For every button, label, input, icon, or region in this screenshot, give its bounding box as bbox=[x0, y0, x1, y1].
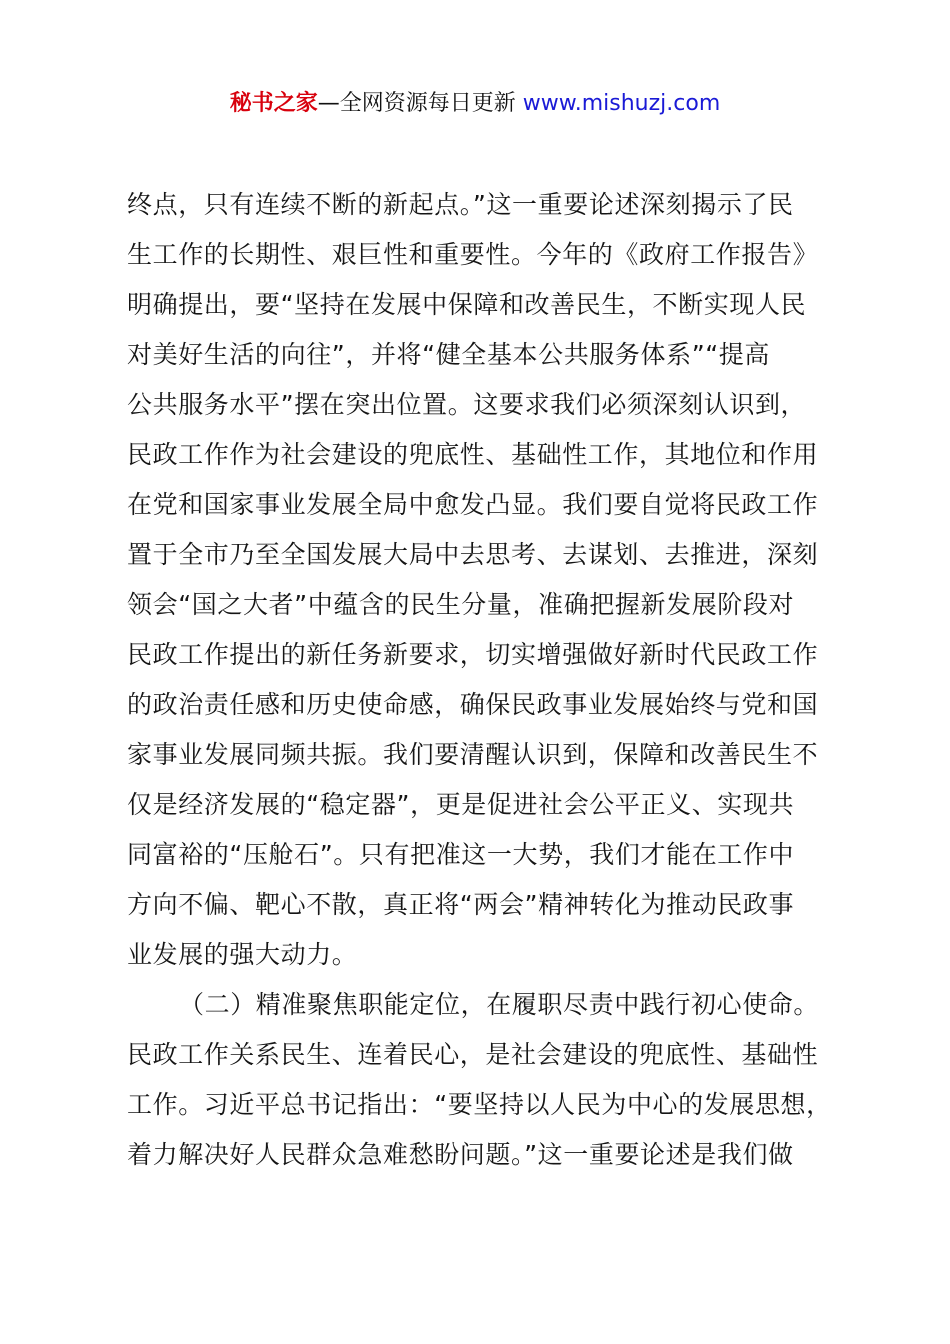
page-header bbox=[0, 88, 950, 120]
text-line: 公共服务水平”摆在突出位置。这要求我们必须深刻认识到， bbox=[127, 390, 807, 419]
text-line: 着力解决好人民群众急难愁盼问题。”这一重要论述是我们做 bbox=[127, 1140, 794, 1169]
site-brand: 秘书之家 bbox=[229, 91, 318, 116]
text-line: 民政工作作为社会建设的兜底性、基础性工作，其地位和作用 bbox=[127, 440, 819, 469]
section-heading: （二）精准聚焦职能定位，在履职尽责中践行初心使命。 bbox=[179, 990, 820, 1019]
document-body bbox=[127, 180, 857, 1180]
site-url[interactable]: www.mishuzj.com bbox=[522, 91, 721, 116]
text-line: 对美好生活的向往”，并将“健全基本公共服务体系”“提高 bbox=[127, 340, 771, 369]
text-line: 民政工作关系民生、连着民心，是社会建设的兜底性、基础性 bbox=[127, 1040, 819, 1069]
text-line: 民政工作提出的新任务新要求，切实增强做好新时代民政工作 bbox=[127, 640, 819, 669]
text-line: 明确提出，要“坚持在发展中保障和改善民生，不断实现人民 bbox=[127, 290, 807, 319]
text-line: 的政治责任感和历史使命感，确保民政事业发展始终与党和国 bbox=[127, 690, 819, 719]
text-line: 业发展的强大动力。 bbox=[127, 940, 358, 969]
text-line: 工作。习近平总书记指出：“要坚持以人民为中心的发展思想， bbox=[127, 1090, 832, 1119]
text-line: 领会“国之大者”中蕴含的民生分量，准确把握新发展阶段对 bbox=[127, 590, 795, 619]
text-line: 置于全市乃至全国发展大局中去思考、去谋划、去推进，深刻 bbox=[127, 540, 819, 569]
text-line: 方向不偏、靶心不散，真正将“两会”精神转化为推动民政事 bbox=[127, 890, 795, 919]
text-line: 终点，只有连续不断的新起点。”这一重要论述深刻揭示了民 bbox=[127, 190, 794, 219]
text-line: 家事业发展同频共振。我们要清醒认识到，保障和改善民生不 bbox=[127, 740, 819, 769]
site-tagline: —全网资源每日更新 bbox=[317, 91, 516, 116]
text-line: 生工作的长期性、艰巨性和重要性。今年的《政府工作报告》 bbox=[127, 240, 819, 269]
text-line: 仅是经济发展的“稳定器”，更是促进社会公平正义、实现共 bbox=[127, 790, 795, 819]
text-line: 同富裕的“压舱石”。只有把准这一大势，我们才能在工作中 bbox=[127, 840, 795, 869]
text-line: 在党和国家事业发展全局中愈发凸显。我们要自觉将民政工作 bbox=[127, 490, 819, 519]
